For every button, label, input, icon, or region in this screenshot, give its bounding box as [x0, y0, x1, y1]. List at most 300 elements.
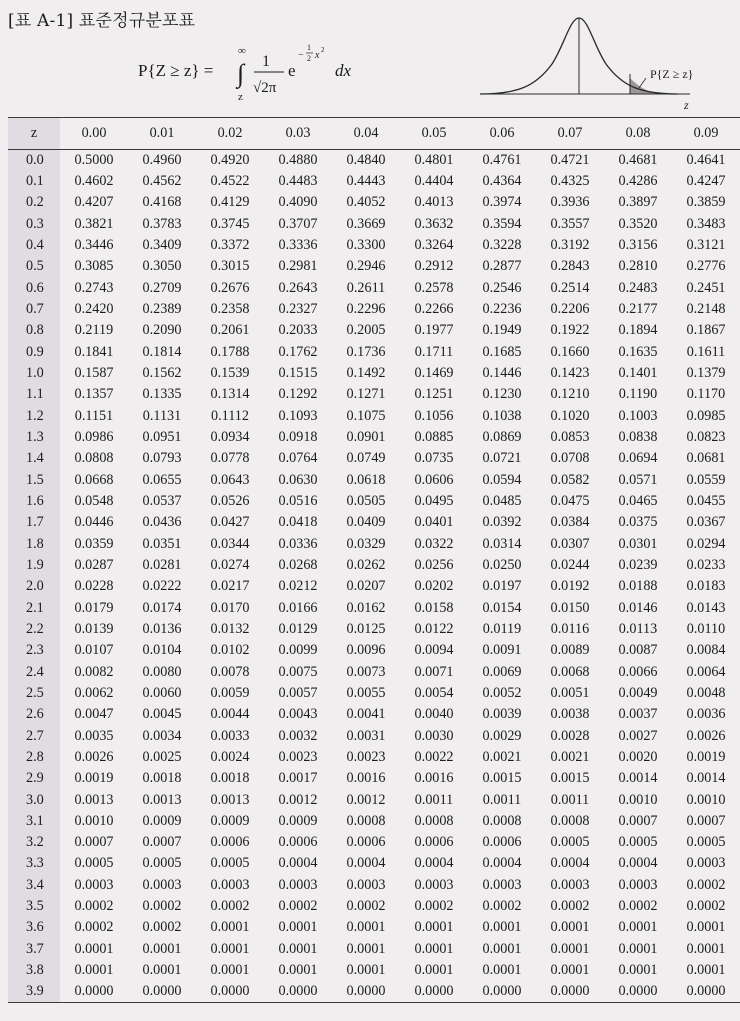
table-row — [8, 363, 740, 384]
probability-cell: 0.0197 — [482, 578, 522, 595]
probability-cell: 0.1611 — [686, 343, 726, 360]
probability-cell: 0.0006 — [414, 834, 454, 851]
probability-cell: 0.0344 — [210, 535, 250, 552]
probability-cell: 0.0853 — [550, 428, 590, 445]
probability-cell: 0.0049 — [618, 684, 658, 701]
probability-cell: 0.0036 — [686, 706, 726, 723]
probability-cell: 0.0132 — [210, 620, 250, 637]
probability-cell: 0.0080 — [142, 663, 182, 680]
probability-cell: 0.0010 — [686, 791, 726, 808]
probability-cell: 0.0027 — [618, 727, 658, 744]
probability-cell: 0.0026 — [686, 727, 726, 744]
probability-cell: 0.1292 — [278, 386, 318, 403]
probability-cell: 0.4207 — [74, 194, 114, 211]
probability-cell: 0.0001 — [482, 940, 522, 957]
probability-cell: 0.2514 — [550, 279, 590, 296]
probability-cell: 0.4880 — [278, 151, 318, 168]
table-row — [8, 619, 740, 640]
probability-cell: 0.3897 — [618, 194, 658, 211]
probability-cell: 0.0202 — [414, 578, 454, 595]
probability-cell: 0.0233 — [686, 556, 726, 573]
probability-cell: 0.0026 — [74, 748, 114, 765]
table-header-row — [8, 118, 740, 150]
probability-cell: 0.0113 — [618, 620, 658, 637]
probability-cell: 0.0281 — [142, 556, 182, 573]
probability-cell: 0.0179 — [74, 599, 114, 616]
probability-cell: 0.1660 — [550, 343, 590, 360]
probability-cell: 0.0256 — [414, 556, 454, 573]
probability-cell: 0.3085 — [74, 258, 114, 275]
probability-cell: 0.0013 — [142, 791, 182, 808]
probability-cell: 0.0003 — [74, 876, 114, 893]
probability-cell: 0.3707 — [278, 215, 318, 232]
probability-cell: 0.2358 — [210, 300, 250, 317]
probability-cell: 0.0023 — [346, 748, 386, 765]
probability-cell: 0.0174 — [142, 599, 182, 616]
table-row — [8, 491, 740, 512]
probability-cell: 0.0001 — [346, 919, 386, 936]
probability-cell: 0.4840 — [346, 151, 386, 168]
probability-cell: 0.0019 — [74, 770, 114, 787]
probability-cell: 0.0643 — [210, 471, 250, 488]
probability-cell: 0.4129 — [210, 194, 250, 211]
z-value-cell: 2.7 — [8, 725, 60, 746]
probability-cell: 0.3745 — [210, 215, 250, 232]
probability-cell: 0.0018 — [210, 770, 250, 787]
z-value-cell: 3.2 — [8, 832, 60, 853]
probability-cell: 0.0166 — [278, 599, 318, 616]
probability-cell: 0.0001 — [550, 919, 590, 936]
table-row — [8, 341, 740, 362]
probability-cell: 0.2810 — [618, 258, 658, 275]
tail-label-leader — [639, 78, 646, 88]
probability-cell: 0.0681 — [686, 450, 726, 467]
z-value-cell: 0.0 — [8, 150, 60, 171]
probability-cell: 0.0901 — [346, 428, 386, 445]
column-header: 0.05 — [400, 118, 468, 150]
probability-cell: 0.4522 — [210, 172, 250, 189]
probability-cell: 0.3974 — [482, 194, 522, 211]
probability-cell: 0.4090 — [278, 194, 318, 211]
probability-cell: 0.0000 — [536, 981, 604, 1002]
z-value-cell: 1.7 — [8, 512, 60, 533]
probability-cell: 0.0018 — [142, 770, 182, 787]
table-row — [8, 597, 740, 618]
probability-cell: 0.0294 — [686, 535, 726, 552]
probability-cell: 0.0099 — [278, 642, 318, 659]
probability-cell: 0.0778 — [210, 450, 250, 467]
table-row — [8, 299, 740, 320]
probability-cell: 0.0005 — [142, 855, 182, 872]
probability-cell: 0.0001 — [414, 962, 454, 979]
table-row — [8, 725, 740, 746]
z-value-cell: 2.5 — [8, 683, 60, 704]
probability-cell: 0.0007 — [618, 812, 658, 829]
z-value-cell: 0.3 — [8, 213, 60, 234]
probability-cell: 0.0217 — [210, 578, 250, 595]
probability-cell: 0.1711 — [414, 343, 454, 360]
table-row — [8, 683, 740, 704]
table-row — [8, 320, 740, 341]
probability-cell: 0.0136 — [142, 620, 182, 637]
probability-cell: 0.0630 — [278, 471, 318, 488]
probability-cell: 0.0071 — [414, 663, 454, 680]
probability-cell: 0.0228 — [74, 578, 114, 595]
probability-cell: 0.2327 — [278, 300, 318, 317]
probability-cell: 0.3821 — [74, 215, 114, 232]
probability-cell: 0.0001 — [618, 940, 658, 957]
probability-cell: 0.0002 — [210, 898, 250, 915]
z-value-cell: 2.9 — [8, 768, 60, 789]
probability-cell: 0.0047 — [74, 706, 114, 723]
probability-cell: 0.0020 — [618, 748, 658, 765]
probability-cell: 0.0548 — [74, 492, 114, 509]
z-value-cell: 3.9 — [8, 981, 60, 1002]
probability-cell: 0.0062 — [74, 684, 114, 701]
probability-cell: 0.0001 — [618, 919, 658, 936]
column-header: 0.02 — [196, 118, 264, 150]
probability-cell: 0.0051 — [550, 684, 590, 701]
probability-cell: 0.0005 — [74, 855, 114, 872]
probability-cell: 0.0011 — [414, 791, 454, 808]
probability-cell: 0.0322 — [414, 535, 454, 552]
exponent-half-denominator: 2 — [307, 54, 311, 63]
probability-cell: 0.0005 — [686, 834, 726, 851]
probability-cell: 0.0359 — [74, 535, 114, 552]
probability-cell: 0.0038 — [550, 706, 590, 723]
z-value-cell: 1.0 — [8, 363, 60, 384]
probability-cell: 0.0082 — [74, 663, 114, 680]
probability-cell: 0.1357 — [74, 386, 114, 403]
probability-cell: 0.0375 — [618, 514, 658, 531]
z-value-cell: 1.1 — [8, 384, 60, 405]
z-column-header: z — [8, 118, 60, 150]
z-value-cell: 1.6 — [8, 491, 60, 512]
probability-cell: 0.0013 — [210, 791, 250, 808]
probability-cell: 0.0034 — [142, 727, 182, 744]
probability-cell: 0.0073 — [346, 663, 386, 680]
probability-cell: 0.0007 — [74, 834, 114, 851]
probability-cell: 0.0075 — [278, 663, 318, 680]
probability-cell: 0.0336 — [278, 535, 318, 552]
probability-cell: 0.0001 — [550, 962, 590, 979]
probability-cell: 0.0003 — [142, 876, 182, 893]
table-body — [8, 150, 740, 1003]
z-value-cell: 0.8 — [8, 320, 60, 341]
probability-cell: 0.0032 — [278, 727, 318, 744]
probability-cell: 0.0222 — [142, 578, 182, 595]
probability-cell: 0.0001 — [210, 940, 250, 957]
z-value-cell: 3.8 — [8, 960, 60, 981]
probability-cell: 0.1736 — [346, 343, 386, 360]
probability-cell: 0.0069 — [482, 663, 522, 680]
probability-cell: 0.0044 — [210, 706, 250, 723]
probability-cell: 0.1056 — [414, 407, 454, 424]
table-row — [8, 960, 740, 981]
probability-cell: 0.0001 — [414, 940, 454, 957]
probability-cell: 0.1515 — [278, 364, 318, 381]
probability-cell: 0.0146 — [618, 599, 658, 616]
table-row — [8, 512, 740, 533]
probability-cell: 0.0001 — [74, 962, 114, 979]
probability-cell: 0.2033 — [278, 322, 318, 339]
table-row — [8, 704, 740, 725]
probability-cell: 0.0485 — [482, 492, 522, 509]
probability-cell: 0.0087 — [618, 642, 658, 659]
probability-cell: 0.0001 — [346, 962, 386, 979]
table-row — [8, 448, 740, 469]
probability-cell: 0.1949 — [482, 322, 522, 339]
probability-cell: 0.3336 — [278, 236, 318, 253]
probability-cell: 0.0002 — [74, 898, 114, 915]
probability-cell: 0.0537 — [142, 492, 182, 509]
probability-cell: 0.0262 — [346, 556, 386, 573]
probability-cell: 0.3783 — [142, 215, 182, 232]
probability-cell: 0.4960 — [142, 151, 182, 168]
probability-cell: 0.0436 — [142, 514, 182, 531]
probability-formula — [138, 40, 378, 110]
probability-cell: 0.0301 — [618, 535, 658, 552]
z-value-cell: 3.6 — [8, 917, 60, 938]
z-value-cell: 3.3 — [8, 853, 60, 874]
probability-cell: 0.0003 — [550, 876, 590, 893]
probability-cell: 0.1151 — [74, 407, 114, 424]
z-value-cell: 2.4 — [8, 661, 60, 682]
probability-cell: 0.1446 — [482, 364, 522, 381]
z-value-cell: 0.1 — [8, 171, 60, 192]
probability-cell: 0.0162 — [346, 599, 386, 616]
probability-cell: 0.2296 — [346, 300, 386, 317]
probability-cell: 0.0021 — [550, 748, 590, 765]
probability-cell: 0.4325 — [550, 172, 590, 189]
probability-cell: 0.2206 — [550, 300, 590, 317]
probability-cell: 0.0427 — [210, 514, 250, 531]
column-header: 0.07 — [536, 118, 604, 150]
probability-cell: 0.0005 — [210, 855, 250, 872]
probability-cell: 0.0244 — [550, 556, 590, 573]
z-value-cell: 2.0 — [8, 576, 60, 597]
probability-cell: 0.0014 — [686, 770, 726, 787]
probability-cell: 0.0009 — [210, 812, 250, 829]
probability-cell: 0.3409 — [142, 236, 182, 253]
probability-cell: 0.0091 — [482, 642, 522, 659]
tail-probability-label: P{Z ≥ z} — [650, 67, 694, 81]
probability-cell: 0.2946 — [346, 258, 386, 275]
table-row — [8, 171, 740, 192]
probability-cell: 0.4681 — [618, 151, 658, 168]
probability-cell: 0.4364 — [482, 172, 522, 189]
z-value-cell: 1.5 — [8, 469, 60, 490]
probability-cell: 0.3632 — [414, 215, 454, 232]
probability-cell: 0.0001 — [210, 962, 250, 979]
probability-cell: 0.1379 — [686, 364, 726, 381]
probability-cell: 0.0001 — [210, 919, 250, 936]
probability-cell: 0.0008 — [550, 812, 590, 829]
probability-cell: 0.3050 — [142, 258, 182, 275]
z-value-cell: 2.3 — [8, 640, 60, 661]
probability-cell: 0.0409 — [346, 514, 386, 531]
integral-upper-limit: ∞ — [238, 45, 246, 57]
probability-cell: 0.2090 — [142, 322, 182, 339]
probability-cell: 0.0838 — [618, 428, 658, 445]
table-row — [8, 853, 740, 874]
probability-cell: 0.0041 — [346, 706, 386, 723]
probability-cell: 0.0010 — [74, 812, 114, 829]
probability-cell: 0.0823 — [686, 428, 726, 445]
probability-cell: 0.0934 — [210, 428, 250, 445]
probability-cell: 0.2546 — [482, 279, 522, 296]
table-row — [8, 832, 740, 853]
probability-cell: 0.0119 — [482, 620, 522, 637]
probability-cell: 0.0004 — [618, 855, 658, 872]
probability-cell: 0.0068 — [550, 663, 590, 680]
probability-cell: 0.2709 — [142, 279, 182, 296]
probability-cell: 0.3156 — [618, 236, 658, 253]
probability-cell: 0.0129 — [278, 620, 318, 637]
probability-cell: 0.0015 — [482, 770, 522, 787]
z-value-cell: 1.9 — [8, 555, 60, 576]
probability-cell: 0.0158 — [414, 599, 454, 616]
table-row — [8, 192, 740, 213]
probability-cell: 0.0001 — [278, 962, 318, 979]
table-row — [8, 661, 740, 682]
probability-cell: 0.1271 — [346, 386, 386, 403]
table-row — [8, 789, 740, 810]
probability-cell: 0.2981 — [278, 258, 318, 275]
probability-cell: 0.0054 — [414, 684, 454, 701]
column-header: 0.00 — [60, 118, 128, 150]
probability-cell: 0.1401 — [618, 364, 658, 381]
probability-cell: 0.2119 — [74, 322, 114, 339]
probability-cell: 0.4483 — [278, 172, 318, 189]
probability-cell: 0.4562 — [142, 172, 182, 189]
z-value-cell: 2.6 — [8, 704, 60, 725]
probability-cell: 0.3520 — [618, 215, 658, 232]
probability-cell: 0.1814 — [142, 343, 182, 360]
z-value-cell: 3.1 — [8, 811, 60, 832]
table-row — [8, 917, 740, 938]
probability-cell: 0.4801 — [414, 151, 454, 168]
probability-cell: 0.0003 — [686, 855, 726, 872]
integral-lower-limit: z — [238, 91, 243, 103]
probability-cell: 0.0008 — [482, 812, 522, 829]
probability-cell: 0.4168 — [142, 194, 182, 211]
probability-cell: 0.3372 — [210, 236, 250, 253]
probability-cell: 0.4404 — [414, 172, 454, 189]
probability-cell: 0.0010 — [618, 791, 658, 808]
probability-cell: 0.0009 — [278, 812, 318, 829]
probability-cell: 0.0011 — [550, 791, 590, 808]
probability-cell: 0.2578 — [414, 279, 454, 296]
z-value-cell: 2.2 — [8, 619, 60, 640]
probability-cell: 0.0139 — [74, 620, 114, 637]
probability-cell: 0.1170 — [686, 386, 726, 403]
table-row — [8, 277, 740, 298]
probability-cell: 0.0001 — [278, 940, 318, 957]
probability-cell: 0.0212 — [278, 578, 318, 595]
probability-cell: 0.0885 — [414, 428, 454, 445]
probability-cell: 0.3192 — [550, 236, 590, 253]
probability-cell: 0.2743 — [74, 279, 114, 296]
probability-cell: 0.3228 — [482, 236, 522, 253]
probability-cell: 0.0808 — [74, 450, 114, 467]
probability-cell: 0.0985 — [686, 407, 726, 424]
probability-cell: 0.1075 — [346, 407, 386, 424]
probability-cell: 0.0116 — [550, 620, 590, 637]
probability-cell: 0.0107 — [74, 642, 114, 659]
probability-cell: 0.0001 — [278, 919, 318, 936]
probability-cell: 0.0060 — [142, 684, 182, 701]
column-header: 0.08 — [604, 118, 672, 150]
probability-cell: 0.0002 — [142, 919, 182, 936]
table-row — [8, 235, 740, 256]
probability-cell: 0.0052 — [482, 684, 522, 701]
probability-cell: 0.0001 — [414, 919, 454, 936]
probability-cell: 0.0455 — [686, 492, 726, 509]
probability-cell: 0.0007 — [686, 812, 726, 829]
probability-cell: 0.0016 — [414, 770, 454, 787]
probability-cell: 0.0721 — [482, 450, 522, 467]
probability-cell: 0.1587 — [74, 364, 114, 381]
z-value-cell: 0.6 — [8, 277, 60, 298]
probability-cell: 0.0005 — [618, 834, 658, 851]
fraction-numerator: 1 — [262, 53, 270, 70]
probability-cell: 0.0021 — [482, 748, 522, 765]
probability-cell: 0.0009 — [142, 812, 182, 829]
probability-cell: 0.0559 — [686, 471, 726, 488]
probability-cell: 0.1190 — [618, 386, 658, 403]
probability-cell: 0.0446 — [74, 514, 114, 531]
probability-cell: 0.0004 — [414, 855, 454, 872]
z-value-cell: 0.2 — [8, 192, 60, 213]
normal-distribution-table — [8, 117, 740, 1003]
probability-cell: 0.0102 — [210, 642, 250, 659]
column-header: 0.01 — [128, 118, 196, 150]
probability-cell: 0.1335 — [142, 386, 182, 403]
probability-cell: 0.0008 — [414, 812, 454, 829]
z-value-cell: 3.4 — [8, 875, 60, 896]
probability-cell: 0.2061 — [210, 322, 250, 339]
probability-cell: 0.0001 — [74, 940, 114, 957]
fraction-denominator: √2π — [253, 80, 277, 96]
probability-cell: 0.2643 — [278, 279, 318, 296]
z-value-cell: 0.7 — [8, 299, 60, 320]
probability-cell: 0.0014 — [618, 770, 658, 787]
probability-cell: 0.0001 — [550, 940, 590, 957]
probability-cell: 0.0004 — [550, 855, 590, 872]
probability-cell: 0.1469 — [414, 364, 454, 381]
exponent-power: 2 — [321, 46, 325, 54]
probability-cell: 0.0495 — [414, 492, 454, 509]
probability-cell: 0.0475 — [550, 492, 590, 509]
probability-cell: 0.0023 — [278, 748, 318, 765]
probability-cell: 0.0030 — [414, 727, 454, 744]
probability-cell: 0.0764 — [278, 450, 318, 467]
probability-cell: 0.0000 — [264, 981, 332, 1002]
exponent-minus: − — [298, 50, 304, 61]
probability-cell: 0.0002 — [74, 919, 114, 936]
probability-cell: 0.0002 — [686, 898, 726, 915]
probability-cell: 0.0043 — [278, 706, 318, 723]
probability-cell: 0.2776 — [686, 258, 726, 275]
probability-cell: 0.0594 — [482, 471, 522, 488]
z-value-cell: 3.0 — [8, 789, 60, 810]
probability-cell: 0.1093 — [278, 407, 318, 424]
probability-cell: 0.2676 — [210, 279, 250, 296]
exponent-variable: x — [315, 50, 320, 61]
probability-cell: 0.0287 — [74, 556, 114, 573]
probability-cell: 0.3594 — [482, 215, 522, 232]
